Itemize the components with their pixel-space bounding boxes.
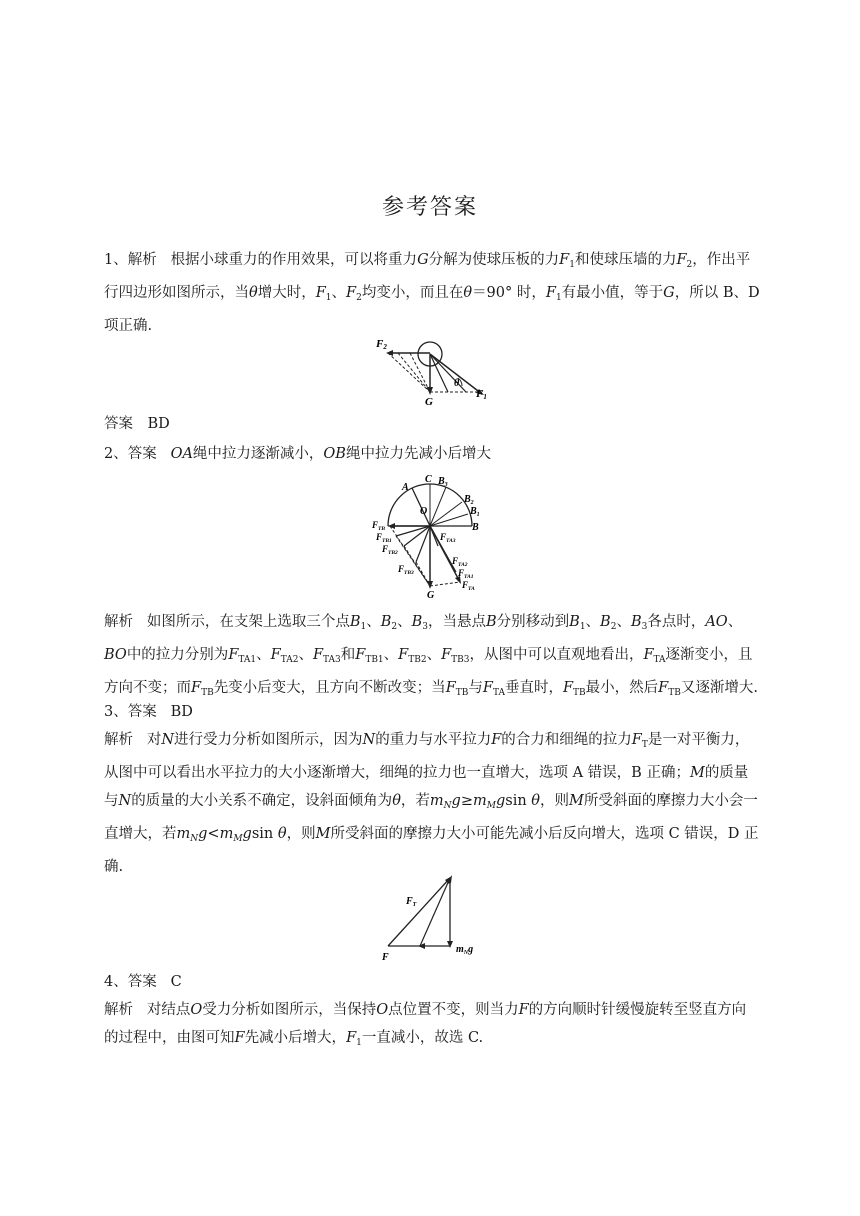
q2-fig-C-label: C [425, 474, 432, 485]
q2-fig-FTA2-label: $F_{TA2}$ [452, 556, 468, 568]
q1-label: 1、解析 [104, 252, 157, 268]
q2-fig-FTB2-label: $F_{TB2}$ [382, 544, 398, 556]
q2-fig-A-label: A [402, 482, 409, 493]
q2-fig-FTA1-label: $F_{TA1}$ [458, 568, 474, 580]
q3-answer: 3、答案 BD [104, 704, 193, 720]
q2-fig-B2-label: $B_2$ [464, 494, 474, 506]
q2-fig-FTA-label: $F_{TA}$ [462, 580, 475, 592]
q2-fig-FTB-label: $F_{TB}$ [372, 520, 386, 532]
q2-fig-O-label: O [420, 506, 428, 517]
q4-answer: 4、答案 C [104, 974, 182, 990]
q1-force-diagram [370, 334, 500, 408]
q2-fig-B1-label: $B_1$ [470, 506, 480, 518]
q1-answer: 答案 BD [104, 416, 170, 432]
q1-fig-G-label: G [425, 396, 433, 408]
q1-explanation: 1、解析 根据小球重力的作用效果，可以将重力G分解为使球压板的力$F_1$和使球压墙的力$F_2$，作出平行四边形如图所示，当θ增大时，$F_1$、$F_2$均变小，而且在θ＝90° 时，$F_1$有最小值，等于G，所以 B、D 项正确. [104, 252, 760, 334]
q2-fig-FTA3-label: $F_{TA3}$ [440, 532, 456, 544]
q2-fig-B-label: B [472, 522, 479, 533]
q4-explanation: 解析 对结点O受力分析如图所示，当保持O点位置不变，则当力F的方向顺时针缓慢旋转至竖直方向的过程中，由图可知F先减小后增大，$F_1$一直减小，故选 C. [104, 1002, 747, 1048]
q1-fig-F1-label: F1 [476, 388, 487, 401]
q2-fig-B3-label: $B_3$ [438, 476, 448, 488]
q2-explanation: 解析 如图所示，在支架上选取三个点$B_1$、$B_2$、$B_3$，当悬点B分别移动到$B_1$、$B_2$、$B_3$各点时，AO、BO中的拉力分别为$F_{TA1}$、$F_{TA2}$、$F_{TA3}$和$F_{TB1}$、$F_{TB2}$、$F_{TB3}$，从图中可以直观地看出，$F_{TA}$逐渐变小，且方向不变；而$F_{TB}$先变小后变大，且方向不断改变；当$F_{TB}$与$F_{TA}$垂直时，$F_{TB}$最小，然后$F_{TB}$又逐渐增大. [104, 614, 758, 698]
q2-fig-FTB3-label: $F_{TB3}$ [398, 564, 414, 576]
q2-answer: 2、答案 OA绳中拉力逐渐减小，OB绳中拉力先减小后增大 [104, 446, 491, 462]
q3-fig-F-label: F [382, 952, 389, 962]
q3-fig-FT-label: $F_T$ [406, 896, 417, 908]
page-title: 参考答案 [381, 195, 478, 220]
q2-force-diagram [368, 470, 498, 600]
q3-explanation: 解析 对N进行受力分析如图所示，因为N的重力与水平拉力F的合力和细绳的拉力$F_T$是一对平衡力，从图中可以看出水平拉力的大小逐渐增大，细绳的拉力也一直增大，选项 A 错误，B 正确；M的质量与N的质量的大小关系不确定，设斜面倾角为θ，若$m_Ng\ge m_Mgsin$ θ，则M所受斜面的摩擦力大小会一直增大，若$m_Ng<m_Mgsin$ θ，则M所受斜面的摩擦力大小可能先减小后反向增大，选项 C 错误，D 正确. [104, 732, 759, 875]
q2-fig-FTB1-label: $F_{TB1}$ [376, 532, 392, 544]
q3-fig-mNg-label: $m_Ng$ [456, 944, 474, 956]
q1-fig-F2-label: F2 [376, 338, 387, 351]
q1-fig-theta-label: θ [454, 378, 460, 389]
q3-force-diagram [378, 872, 488, 962]
q2-fig-G-label: G [427, 590, 435, 600]
